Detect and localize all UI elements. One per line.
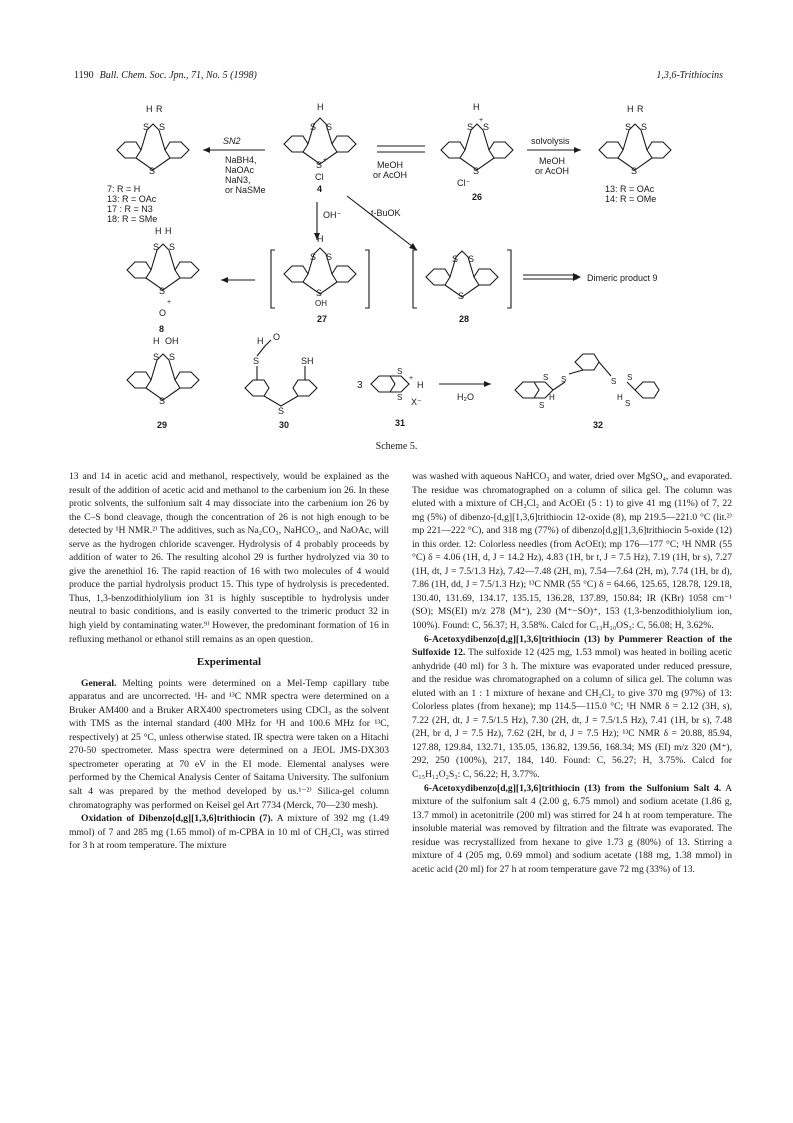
atom-s: S xyxy=(253,356,260,366)
oxidation-continued-paragraph: was washed with aqueous NaHCO₃ and water, dried over MgSO₄, and evaporated. The residue was chromatographed on a column of silica gel. The column was eluted with a mixture of CH₂Cl₂ and AcOEt (5 : 1) to give 41 mg (11%) of 7, 22 mg (5%) of dibenzo-[d,g][1,3,6]trithiocin 12-oxide (8), mp 219.5—221.0 °C (lit.²⁾ mp 221—222 °C), and 318 mg (77%) of dibenzo[d,g][1,3,6]trithiocin 5-oxide (12) in this order. 12: Colorless needles (from AcOEt); mp 176—177 °C; ¹H NMR (55 °C) δ = 4.06 (1H, d, J = 14.2 Hz), 4.83 (1H, br t, J = 7.5 Hz), 7.19 (1H, br s), 7.27 (1H, dt, J = 7.5/1.3 Hz), 7.42—7.48 (2H, m), 7.54—7.64 (2H, m), 7.74 (1H, br d), 7.86 (1H, dd, J = 7.5/1.3 Hz); ¹³C NMR (55 °C) δ = 64.66, 125.65, 128.78, 129.18, 130.40, 131.69, 134.17, 135.15, 136.28, 137.89, 150.84; IR (KBr) 1058 cm⁻¹ (SO); MS(EI) m/z 278 (M⁺), 230 (M⁺−SO)⁺, 153 (1,3-benzodithiolylium ion, 100%). Found: C, 56.37; H, 3.58%. Calcd for C₁₃H₁₀OS₃: C, 56.08; H, 3.62%. xyxy=(412,471,732,632)
atom-h: H xyxy=(317,234,324,244)
pummerer-heading: 6-Acetoxydibenzo[d,g][1,3,6]trithiocin (13) by Pummerer Reaction of the Sulfoxide 12. xyxy=(412,633,732,659)
atom-h: H xyxy=(417,380,424,390)
atom-s: S xyxy=(473,166,480,176)
atom-s: S xyxy=(611,377,617,386)
atom-s: S xyxy=(326,122,333,132)
compound-29-label: 29 xyxy=(157,420,168,430)
compound-32-label: 32 xyxy=(593,420,604,430)
atom-s: S xyxy=(452,254,459,264)
running-title: 1,3,6-Trithiocins xyxy=(656,70,723,81)
atom-s: S xyxy=(625,122,632,132)
compound-7-label: 7: R = H xyxy=(107,184,141,194)
counterion-label: X⁻ xyxy=(411,397,422,407)
compound-32-structure xyxy=(515,354,659,410)
atom-r: R xyxy=(156,104,163,114)
atom-s: S xyxy=(159,286,166,296)
atom-s: S xyxy=(326,252,333,262)
dimeric-product-label: Dimeric product 9 xyxy=(587,273,658,283)
atom-h: H xyxy=(155,226,162,236)
atom-h: H xyxy=(627,104,634,114)
atom-s: S xyxy=(159,122,166,132)
atom-h: H xyxy=(153,336,160,346)
sn2-reagent: NaBH4, xyxy=(225,155,257,165)
general-heading: General. xyxy=(81,677,117,689)
compound-28-label: 28 xyxy=(459,314,470,324)
plus-sign: + xyxy=(409,375,414,382)
atom-s: S xyxy=(543,373,549,382)
thiol: SH xyxy=(301,356,314,366)
compound-26-structure xyxy=(441,102,513,176)
atom-s: S xyxy=(153,242,160,252)
compound-17-label: 17 : R = N3 xyxy=(107,204,153,214)
sn2-reagent: NaN3, xyxy=(225,175,251,185)
atom-s: S xyxy=(159,396,166,406)
atom-s: S xyxy=(458,291,465,301)
compound-14-label: 14: R = OMe xyxy=(605,194,657,204)
atom-s: S xyxy=(539,401,545,410)
pummerer-paragraph xyxy=(412,633,732,782)
hydroxyl: OH xyxy=(315,299,327,308)
atom-s: S xyxy=(278,406,285,416)
atom-s: S xyxy=(397,393,403,402)
pummerer-text: The sulfoxide 12 (425 mg, 1.53 mmol) was heated in boiling acetic anhydride (40 ml) for 3 h. The mixture was evaporated under reduced pressure, and the residue was chromatographed on a column of silica gel. The column was eluted with an 1 : 1 mixture of hexane and CH₂Cl₂ to give 370 mg (97%) of 13: Colorless plates (from hexane); mp 114.5—115.0 °C; ¹H NMR δ = 2.12 (3H, s), 7.22 (2H, dt, J = 7.5/1.5 Hz), 7.30 (2H, dt, J = 7.5/1.5 Hz), 7.41 (1H, br s), 7.48 (2H, br d, J = 7.5 Hz), 7.62 (2H, br d, J = 7.5 Hz); ¹³C NMR δ = 20.88, 85.94, 127.88, 129.84, 132.71, 135.05, 136.82, 139.56, 168.34; MS (EI) m/z 320 (M⁺), 292, 250 (100%), 217, 184, 140. Found: C, 56.27; H, 3.75%. Calcd for C₁₅H₁₂O₂S₃: C, 56.22; H, 3.77%. xyxy=(412,647,732,781)
atom-h: H xyxy=(317,102,324,112)
atom-s: S xyxy=(561,375,567,384)
atom-s: S xyxy=(397,367,403,376)
oxidation-paragraph xyxy=(69,812,389,853)
atom-r: R xyxy=(637,104,644,114)
atom-h: H xyxy=(165,226,172,236)
chloride-anion-label: Cl⁻ xyxy=(457,178,471,188)
scheme-caption: Scheme 5. xyxy=(375,441,418,452)
compound-27-label: 27 xyxy=(317,314,328,324)
compound-8-label: 8 xyxy=(159,324,165,334)
atom-s: S xyxy=(468,254,475,264)
sn2-label: SN2 xyxy=(223,136,241,146)
compound-13-label: 13: R = OAc xyxy=(605,184,655,194)
compound-29-structure xyxy=(127,336,199,406)
general-paragraph xyxy=(69,677,389,812)
compound-18-label: 18: R = SMe xyxy=(107,214,158,224)
compound-4-structure xyxy=(284,102,356,170)
water-label: H₂O xyxy=(457,392,474,402)
sulfonium-heading: 6-Acetoxydibenzo[d,g][1,3,6]trithiocin (13) from the Sulfonium Salt 4. xyxy=(424,782,722,794)
compound-13-14-structure xyxy=(599,104,671,176)
compound-8-structure xyxy=(127,226,199,318)
atom-s: S xyxy=(169,242,176,252)
page-header xyxy=(74,70,723,88)
acoh-label: or AcOH xyxy=(373,170,408,180)
atom-s: S xyxy=(641,122,648,132)
compound-7-structure xyxy=(117,104,189,176)
atom-s: S xyxy=(310,122,317,132)
compound-26-label: 26 xyxy=(472,192,483,202)
compound-30-label: 30 xyxy=(279,420,290,430)
section-title-experimental: Experimental xyxy=(196,656,262,669)
atom-s: S xyxy=(143,122,150,132)
atom-s: S xyxy=(153,352,160,362)
hydroxide-label: OH⁻ xyxy=(323,210,342,220)
oxidation-heading: Oxidation of Dibenzo[d,g][1,3,6]trithiocin (7). xyxy=(81,813,273,825)
plus-sign: + xyxy=(167,299,172,306)
compound-28-structure xyxy=(413,250,511,308)
atom-h: H xyxy=(617,393,623,402)
solvolysis-label: solvolysis xyxy=(531,136,570,146)
general-text: Melting points were determined on a Mel-Temp capillary tube apparatus and are uncorrected. ¹H- and ¹³C NMR spectra were determined on a Bruker AM400 and a Bruker ARX400 spectrometers using CDCl₃ as the solvent with TMS as the internal standard (400 MHz for ¹H and 100.6 MHz for ¹³C, respectively) at 25 °C, unless otherwise stated. IR spectra were taken on a Hitachi 270-50 spectrometer. Mass spectra were determined on a JEOL JMS-DX303 spectrometer operating at 70 eV in the EI mode. Elemental analyses were performed by the Chemical Analysis Center of Saitama University. The sulfonium salt 4 was prepared by the method developed by us.¹⁻²⁾ Silica-gel column chromatography was performed on Keisel gel Art 7734 (Merck, 70—230 mesh). xyxy=(69,677,389,811)
compound-27-structure xyxy=(271,234,369,308)
solvolysis-reagent: MeOH xyxy=(539,156,566,166)
atom-s: S xyxy=(631,166,638,176)
tbuok-label: t-BuOK xyxy=(371,208,401,218)
atom-o: O xyxy=(273,332,281,342)
right-column xyxy=(412,470,732,876)
oxidation-text: A mixture of 392 mg (1.49 mmol) of 7 and 285 mg (1.65 mmol) of m-CPBA in 10 ml of CH₂Cl₂ was stirred for 3 h at room temperature. The mixture xyxy=(69,813,389,852)
sulfonium-paragraph xyxy=(412,782,732,877)
solvolysis-reagent: or AcOH xyxy=(535,166,570,176)
atom-s: S xyxy=(627,373,633,382)
atom-s: S xyxy=(483,122,490,132)
atom-s: S xyxy=(169,352,176,362)
compound-13-label: 13: R = OAc xyxy=(107,194,157,204)
coefficient-3: 3 xyxy=(357,380,363,391)
atom-s: S xyxy=(310,252,317,262)
reaction-scheme xyxy=(95,100,705,440)
atom-s: S xyxy=(467,122,474,132)
atom-h: H xyxy=(473,102,480,112)
page-number: 1190 xyxy=(74,70,94,81)
discussion-paragraph: 13 and 14 in acetic acid and methanol, respectively, would be explained as the result of the addition of acetic acid and methanol to the carbenium ion 26. In these protic solvents, the sulfonium salt 4 may dissociate into the carbenium ion 26 by the C–S bond cleavage, though the concentration of 26 is not high enough to be detected by ¹H NMR.²⁾ The additives, such as Na₂CO₃, NaHCO₃, and NaOAc, will serve as the hydrogen chloride scavenger. Hydrolysis of 4 probably proceeds by addition of water to 26. The resulting alcohol 29 is further hydrolyzed via 30 to give the arenethiol 16. The rapid reaction of 16 with two molecules of 4 would produce the partial hydrolysis product 15. This type of hydrolysis is precedented. Thus, 1,3-benzodithiolylium ion 31 is highly susceptible to hydrolysis under neutral to basic conditions, and is easily converted to the trimeric product 32 in high yield by contaminating water.⁹⁾ However, the predominant formation of 16 in refluxing methanol or ethanol still remains as an open question. xyxy=(69,471,389,645)
sn2-reagent: NaOAc xyxy=(225,165,255,175)
plus-sign: + xyxy=(323,157,328,164)
atom-h: H xyxy=(257,336,264,346)
meoh-label: MeOH xyxy=(377,160,404,170)
compound-4-label: 4 xyxy=(317,184,323,194)
journal-citation: Bull. Chem. Soc. Jpn., 71, No. 5 (1998) xyxy=(99,70,257,81)
compound-31-structure xyxy=(371,367,424,407)
atom-h: H xyxy=(146,104,153,114)
atom-s: S xyxy=(316,288,323,298)
atom-s: S xyxy=(625,399,631,408)
compound-31-label: 31 xyxy=(395,418,406,428)
atom-o: O xyxy=(159,308,167,318)
atom-s: S xyxy=(149,166,156,176)
chloride-label: Cl xyxy=(315,172,324,182)
plus-sign: + xyxy=(479,117,484,124)
atom-h: H xyxy=(549,393,555,402)
atom-s: S xyxy=(316,160,323,170)
hydroxyl: OH xyxy=(165,336,179,346)
compound-30-structure xyxy=(245,332,317,416)
left-column xyxy=(69,470,389,853)
sn2-reagent: or NaSMe xyxy=(225,185,266,195)
sulfonium-text: A mixture of the sulfonium salt 4 (2.00 g, 6.75 mmol) and sodium acetate (1.86 g, 13.7 mmol) in acetonitrile (200 ml) was stirred for 24 h at room temperature. The insoluble material was removed by filtration and the filtrate was evaporated. The residue was recrystallized from hexane to give 1.73 g (80%) of 13. Stirring a mixture of 4 (205 mg, 0.69 mmol) and sodium acetate (188 mg, 1.38 mmol) in acetic acid (20 ml) for 27 h at room temperature gave 72 mg (33%) of 13. xyxy=(412,782,732,875)
tbuok-arrow xyxy=(347,196,417,250)
header-left xyxy=(74,70,257,81)
